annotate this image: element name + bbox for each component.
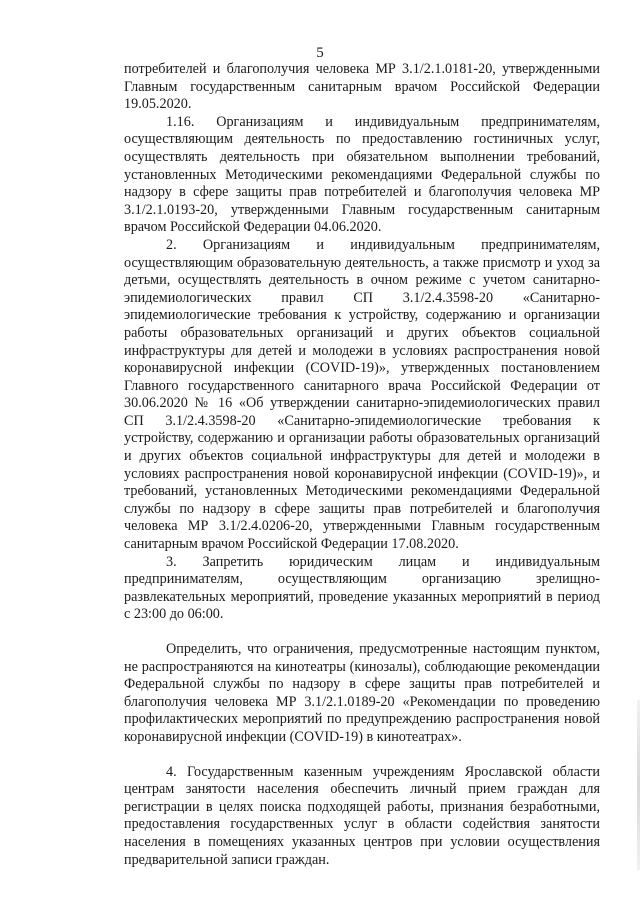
paragraph-item-4: 4. Государственным казенным учреждениям Ярославской области центрам занятости населения обеспечить личный прием граждан для регистрации в целях поиска подходящей работы, признания безработными, предоставления государственных услуг в области содействия занятости населения в помещениях указанных центров при условии осуществления предварительной записи граждан. bbox=[124, 763, 600, 868]
paragraph-item-3-exception: Определить, что ограничения, предусмотренные настоящим пунктом, не распространяются на кинотеатры (кинозалы), соблюдающие рекомендации Федеральной службы по надзору в сфере защиты прав потребителей и благополучия человека МР 3.1/2.1.0189-20 «Рекомендации по проведению профилактических мероприятий по предупреждению распространения новой коронавирусной инфекции (COVID-19) в кинотеатрах». bbox=[124, 641, 600, 745]
page-number: 5 bbox=[316, 45, 324, 61]
paragraph-item-2: 2. Организациям и индивидуальным предпринимателям, осуществляющим образовательную деятельность, а также присмотр и уход за детьми, осуществлять деятельность в очном режиме с учетом санитарно-эпидемиологических правил СП 3.1/2.4.3598-20 «Санитарно-эпидемиологические требования к устройству, содержанию и организации работы образовательных организаций и других объектов социальной инфраструктуры для детей и молодежи в условиях распространения новой коронавирусной инфекции (COVID-19)», утвержденных постановлением Главного государственного санитарного врача Российской Федерации от 30.06.2020 № 16 «Об утверждении санитарно-эпидемиологических правил СП 3.1/2.4.3598-20 «Санитарно-эпидемиологические требования к устройству, содержанию и организации работы образовательных организаций и других объектов социальной инфраструктуры для детей и молодежи в условиях распространения новой коронавирусной инфекции (COVID-19)», и требований, установленных Методическими рекомендациями Федеральной службы по надзору в сфере защиты прав потребителей и благополучия человека МР 3.1/2.4.0206-20, утвержденными Главным государственным санитарным врачом Российской Федерации 17.08.2020. bbox=[124, 236, 600, 553]
document-body bbox=[124, 61, 600, 869]
paragraph-continuation: потребителей и благополучия человека МР 3.1/2.1.0181-20, утвержденными Главным государственным санитарным врачом Российской Федерации 19.05.2020. bbox=[124, 61, 600, 113]
paragraph-item-3: 3. Запретить юридическим лицам и индивидуальным предпринимателям, осуществляющим организацию зрелищно-развлекательных мероприятий, проведение указанных мероприятий в период с 23:00 до 06:00. bbox=[124, 553, 600, 623]
paragraph-item-1-16: 1.16. Организациям и индивидуальным предпринимателям, осуществляющим деятельность по предоставлению гостиничных услуг, осуществлять деятельность при обязательном выполнении требований, установленных Методическими рекомендациями Федеральной службы по надзору в сфере защиты прав потребителей и благополучия человека МР 3.1/2.1.0193-20, утвержденными Главным государственным санитарным врачом Российской Федерации 04.06.2020. bbox=[124, 113, 600, 236]
